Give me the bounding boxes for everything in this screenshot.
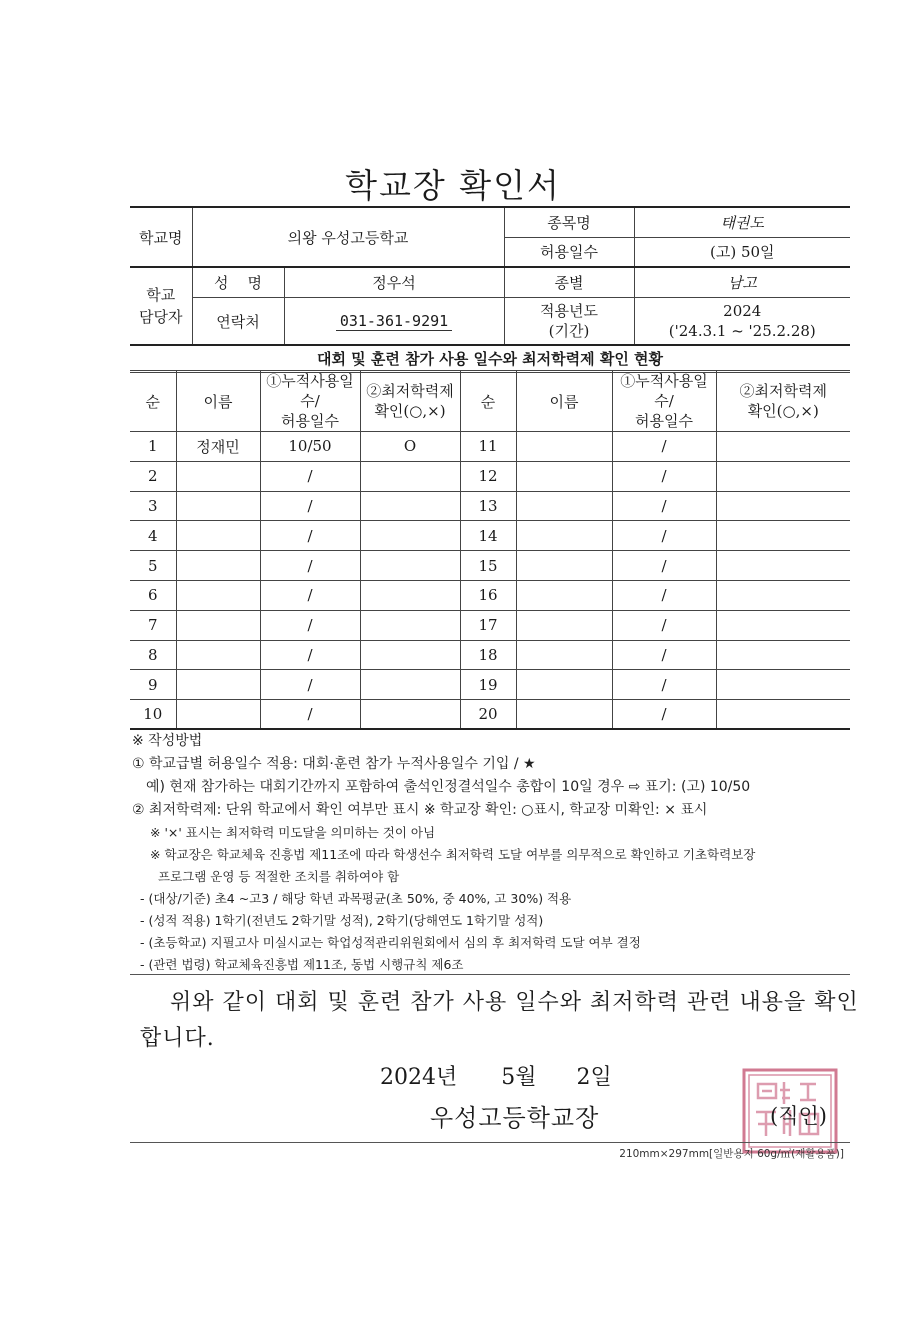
row-academic-right <box>716 580 850 610</box>
table-row <box>130 491 850 521</box>
row-academic-left <box>360 580 460 610</box>
row-academic-right <box>716 432 850 462</box>
row-days-right: / <box>612 432 716 462</box>
row-name-right <box>516 432 612 462</box>
row-name-left <box>176 491 260 521</box>
table-row <box>130 670 850 700</box>
row-name-right <box>516 521 612 551</box>
period-year: 2024 <box>723 302 762 320</box>
row-academic-right <box>716 461 850 491</box>
row-academic-left <box>360 670 460 700</box>
row-no-right: 17 <box>460 610 516 640</box>
row-days-right: / <box>612 491 716 521</box>
contact-value <box>284 297 504 345</box>
row-academic-right <box>716 670 850 700</box>
instruction-line: ① 학교급별 허용일수 적용: 대회·훈련 참가 누적사용일수 기입 / ★ <box>132 756 536 772</box>
row-days-right: / <box>612 610 716 640</box>
row-name-left <box>176 700 260 730</box>
gender-value: 남고 <box>634 267 850 297</box>
paper-spec: 210mm×297mm[일반용지 60g/㎡(재활용품)] <box>619 1148 844 1160</box>
row-days-left: / <box>260 491 360 521</box>
gender-label: 종별 <box>504 267 634 297</box>
header-days-left: ①누적사용일수/ 허용일수 <box>260 371 360 432</box>
confirmation-line-2: 합니다. <box>140 1026 215 1051</box>
row-no-right: 15 <box>460 551 516 581</box>
row-academic-left <box>360 551 460 581</box>
table-row <box>130 580 850 610</box>
row-no-right: 20 <box>460 700 516 730</box>
instruction-line: - (관련 법령) 학교체육진흥법 제11조, 동법 시행규칙 제6조 <box>140 957 464 972</box>
name-label: 성 명 <box>192 267 284 297</box>
allowed-days-value: (고) 50일 <box>634 237 850 267</box>
row-no-left: 10 <box>130 700 176 730</box>
row-name-right <box>516 580 612 610</box>
row-days-left: / <box>260 580 360 610</box>
row-name-left <box>176 670 260 700</box>
divider-top <box>130 974 850 975</box>
row-days-left: / <box>260 700 360 730</box>
document-title: 학교장 확인서 <box>345 166 561 205</box>
sport-label: 종목명 <box>504 207 634 237</box>
row-academic-right <box>716 551 850 581</box>
row-days-left: / <box>260 521 360 551</box>
header-academic-right: ②최저학력제 확인(○,×) <box>716 371 850 432</box>
row-no-left: 3 <box>130 491 176 521</box>
row-no-left: 6 <box>130 580 176 610</box>
row-no-right: 14 <box>460 521 516 551</box>
date-month: 5월 <box>501 1065 537 1090</box>
table-row <box>130 700 850 730</box>
row-name-left <box>176 461 260 491</box>
header-days-right: ①누적사용일수/ 허용일수 <box>612 371 716 432</box>
participation-rows <box>130 432 850 730</box>
row-days-right: / <box>612 640 716 670</box>
row-no-left: 4 <box>130 521 176 551</box>
allowed-days-label: 허용일수 <box>504 237 634 267</box>
writing-instructions <box>132 730 862 976</box>
row-no-left: 5 <box>130 551 176 581</box>
header-no-left: 순 <box>130 371 176 432</box>
row-academic-left <box>360 491 460 521</box>
row-days-right: / <box>612 461 716 491</box>
principal-signature: 우성고등학교장 <box>430 1104 600 1132</box>
header-academic-left: ②최저학력제 확인(○,×) <box>360 371 460 432</box>
header-name-right: 이름 <box>516 371 612 432</box>
confirmation-line-1: 위와 같이 대회 및 훈련 참가 사용 일수와 최저학력 관련 내용을 확인 <box>170 990 859 1015</box>
row-days-right: / <box>612 580 716 610</box>
name-value: 정우석 <box>284 267 504 297</box>
row-no-left: 7 <box>130 610 176 640</box>
row-name-right <box>516 670 612 700</box>
instruction-line: ※ 작성방법 <box>132 733 203 749</box>
period-value <box>634 297 850 345</box>
row-academic-right <box>716 700 850 730</box>
row-no-right: 12 <box>460 461 516 491</box>
sport-value: 태권도 <box>634 207 850 237</box>
row-days-left: / <box>260 640 360 670</box>
divider-bottom <box>130 1142 850 1143</box>
table-row <box>130 610 850 640</box>
row-days-right: / <box>612 700 716 730</box>
list-caption: 대회 및 훈련 참가 사용 일수와 최저학력제 확인 현황 <box>130 344 850 373</box>
header-name-left: 이름 <box>176 371 260 432</box>
row-no-right: 13 <box>460 491 516 521</box>
row-name-left <box>176 640 260 670</box>
row-name-right <box>516 640 612 670</box>
row-academic-left <box>360 521 460 551</box>
row-academic-right <box>716 521 850 551</box>
row-name-left <box>176 551 260 581</box>
row-name-right <box>516 700 612 730</box>
row-days-right: / <box>612 551 716 581</box>
row-days-left: / <box>260 461 360 491</box>
row-no-right: 11 <box>460 432 516 462</box>
issue-date <box>380 1060 612 1091</box>
row-days-left: 10/50 <box>260 432 360 462</box>
confirmation-text <box>140 985 859 1057</box>
row-no-left: 1 <box>130 432 176 462</box>
table-row <box>130 432 850 462</box>
seal-label: (직인) <box>770 1104 827 1128</box>
row-academic-right <box>716 640 850 670</box>
instruction-line: 예) 현재 참가하는 대회기간까지 포함하여 출석인정결석일수 총합이 10일 경우 ⇨ 표기: (고) 10/50 <box>146 779 751 795</box>
row-no-right: 19 <box>460 670 516 700</box>
row-no-right: 16 <box>460 580 516 610</box>
row-name-right <box>516 610 612 640</box>
row-days-left: / <box>260 610 360 640</box>
table-row <box>130 521 850 551</box>
row-days-left: / <box>260 551 360 581</box>
row-academic-left <box>360 700 460 730</box>
instruction-line: - (초등학교) 지필고사 미실시교는 학업성적관리위원회에서 심의 후 최저학력 도달 여부 결정 <box>140 935 641 950</box>
participation-table <box>130 370 850 730</box>
row-name-left <box>176 521 260 551</box>
manager-label: 학교 담당자 <box>130 267 192 345</box>
row-days-left: / <box>260 670 360 700</box>
row-no-left: 9 <box>130 670 176 700</box>
row-academic-left: O <box>360 432 460 462</box>
row-no-left: 2 <box>130 461 176 491</box>
table-row <box>130 461 850 491</box>
header-no-right: 순 <box>460 371 516 432</box>
instruction-line: ② 최저학력제: 단위 학교에서 확인 여부만 표시 ※ 학교장 확인: ○표시, 학교장 미확인: × 표시 <box>132 802 708 818</box>
date-day: 2일 <box>576 1065 612 1090</box>
row-no-left: 8 <box>130 640 176 670</box>
period-range: ('24.3.1 ~ '25.2.28) <box>668 322 816 340</box>
row-name-right <box>516 551 612 581</box>
row-name-left <box>176 580 260 610</box>
contact-number: 031-361-9291 <box>336 312 452 331</box>
row-name-left <box>176 610 260 640</box>
instruction-line: ※ 학교장은 학교체육 진흥법 제11조에 따라 학생선수 최저학력 도달 여부를 의무적으로 확인하고 기초학력보장 <box>150 847 756 862</box>
row-name-right <box>516 461 612 491</box>
row-academic-right <box>716 610 850 640</box>
instruction-line: - (대상/기준) 초4 ~고3 / 해당 학년 과목평균(초 50%, 중 40%, 고 30%) 적용 <box>140 891 572 906</box>
date-year: 2024년 <box>380 1065 458 1090</box>
row-days-right: / <box>612 670 716 700</box>
instruction-line: 프로그램 운영 등 적절한 조치를 취하여야 함 <box>158 869 400 884</box>
period-label: 적용년도 (기간) <box>504 297 634 345</box>
row-academic-left <box>360 640 460 670</box>
row-name-left: 정재민 <box>176 432 260 462</box>
school-label: 학교명 <box>130 207 192 267</box>
info-table <box>130 206 850 346</box>
row-academic-left <box>360 461 460 491</box>
school-value: 의왕 우성고등학교 <box>192 207 504 267</box>
row-academic-right <box>716 491 850 521</box>
row-name-right <box>516 491 612 521</box>
table-row <box>130 551 850 581</box>
instruction-line: - (성적 적용) 1학기(전년도 2학기말 성적), 2학기(당해연도 1학기말 성적) <box>140 913 544 928</box>
table-row <box>130 640 850 670</box>
row-days-right: / <box>612 521 716 551</box>
row-no-right: 18 <box>460 640 516 670</box>
instruction-line: ※ '×' 표시는 최저학력 미도달을 의미하는 것이 아님 <box>150 825 436 840</box>
contact-label: 연락처 <box>192 297 284 345</box>
row-academic-left <box>360 610 460 640</box>
